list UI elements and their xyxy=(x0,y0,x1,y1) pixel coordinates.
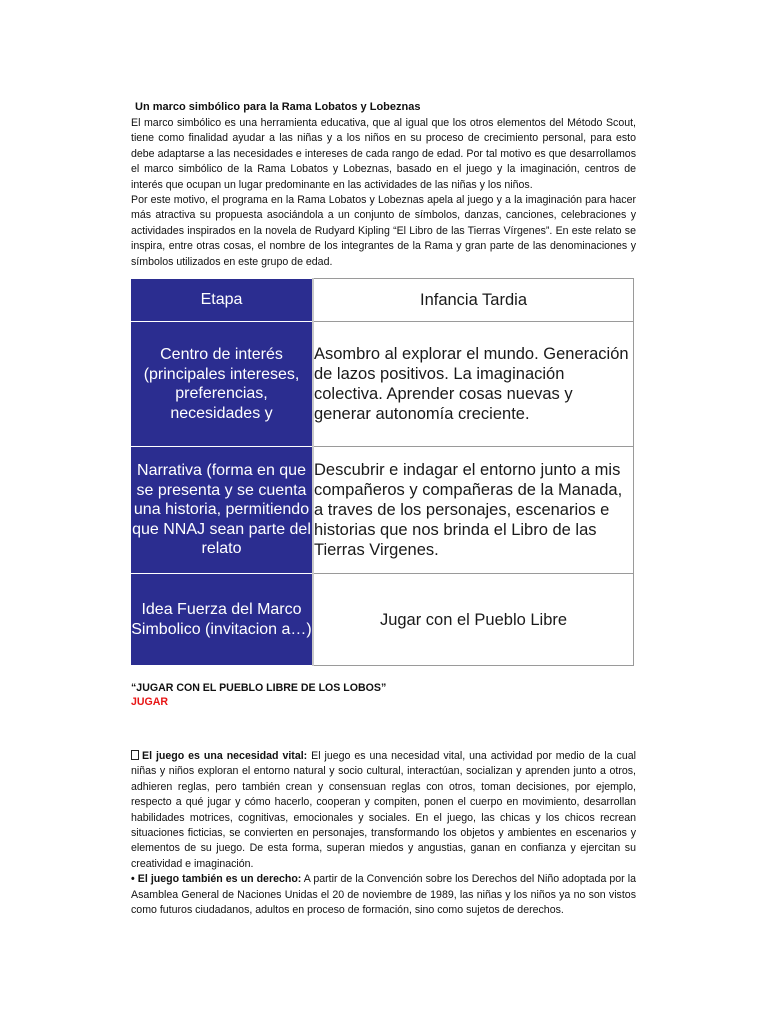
item2-title: El juego también es un derecho: xyxy=(137,873,302,886)
row-value: Infancia Tardia xyxy=(313,279,634,322)
item1-title: El juego es una necesidad vital: xyxy=(142,750,308,762)
row-value: Descubrir e indagar el entorno junto a mis compañeros y compañeras de la Manada, a traves de los personajes, escenarios e historias que nos brinda el Libro de las Tierras Virgenes. xyxy=(313,447,634,574)
row-label: Narrativa (forma en que se presenta y se cuenta una historia, permitiendo que NNAJ sean parte del relato xyxy=(131,447,313,574)
symbolic-frame-table xyxy=(131,278,634,666)
section-title: Un marco simbólico para la Rama Lobatos y Lobeznas xyxy=(135,101,421,113)
intro-section xyxy=(131,100,636,270)
bullet-icon: • xyxy=(131,873,135,886)
row-label: Idea Fuerza del Marco Simbolico (invitacion a…) xyxy=(131,574,313,666)
juego-section xyxy=(131,749,636,918)
intro-paragraph-2: Por este motivo, el programa en la Rama Lobatos y Lobeznas apela al juego y a la imaginación para hacer más atractiva su propuesta asociándola a un conjunto de símbolos, danzas, canciones, celebraciones y actividades inspirados en la novela de Rudyard Kipling “El Libro de las Tierras Vírgenes”. En este relato se inspira, entre otras cosas, el nombre de los integrantes de la Rama y gran parte de las denominaciones y símbolos utilizados en este grupo de edad. xyxy=(131,194,636,268)
checkbox-glyph-icon xyxy=(131,750,139,760)
item2-text: A partir de la Convención sobre los Derechos del Niño adoptada por la Asamblea General de Naciones Unidas el 20 de noviembre de 1989, las niñas y los niños ya no son vistos como futuros ciudadanos, adultos en proceso de formación, sino como sujetos de derechos. xyxy=(131,873,636,917)
row-value: Jugar con el Pueblo Libre xyxy=(313,574,634,666)
row-label: Etapa xyxy=(131,279,313,322)
table-row-centro-interes xyxy=(131,322,634,447)
table-row-idea-fuerza xyxy=(131,574,634,666)
item-necesidad-vital xyxy=(131,749,636,872)
row-label: Centro de interés (principales intereses, preferencias, necesidades y xyxy=(131,322,313,447)
red-heading: JUGAR xyxy=(131,696,169,708)
item-derecho xyxy=(131,872,636,918)
table-row-narrativa xyxy=(131,447,634,574)
intro-paragraph-1: El marco simbólico es una herramienta educativa, que al igual que los otros elementos del Método Scout, tiene como finalidad ayudar a las niñas y a los niños en su proceso de crecimiento personal, para esto debe adaptarse a las necesidades e intereses de cada rango de edad. Por tal motivo es que desarrollamos el marco simbólico de la Rama Lobatos y Lobeznas, basado en el juego y la imaginación, centros de interés que ocupan un lugar predominante en las actividades de las niñas y los niños. xyxy=(131,117,636,191)
jugar-heading-block xyxy=(131,681,636,709)
quote-heading: “JUGAR CON EL PUEBLO LIBRE DE LOS LOBOS” xyxy=(131,682,387,694)
item1-text: El juego es una necesidad vital, una actividad por medio de la cual niñas y niños exploran el entorno natural y socio cultural, interactúan, socializan y aprenden junto a otros, adhieren reglas, pero también crean y consensuan reglas con otros, toman decisiones, por ejemplo, respecto a qué jugar y cómo hacerlo, cooperan y compiten, ponen el cuerpo en movimiento, desarrollan habilidades motrices, cognitivas, emocionales y sociales. En el juego, las chicas y los chicos recrean situaciones ficticias, se convierten en personajes, transformando los objetos y ambientes en escenarios y elementos de su juego. De esta forma, superan miedos y angustias, ganan en confianza y ejercitan su creatividad e imaginación. xyxy=(131,750,636,870)
row-value: Asombro al explorar el mundo. Generación de lazos positivos. La imaginación colectiva. Aprender cosas nuevas y generar autonomía creciente. xyxy=(313,322,634,447)
table-row-etapa xyxy=(131,279,634,322)
